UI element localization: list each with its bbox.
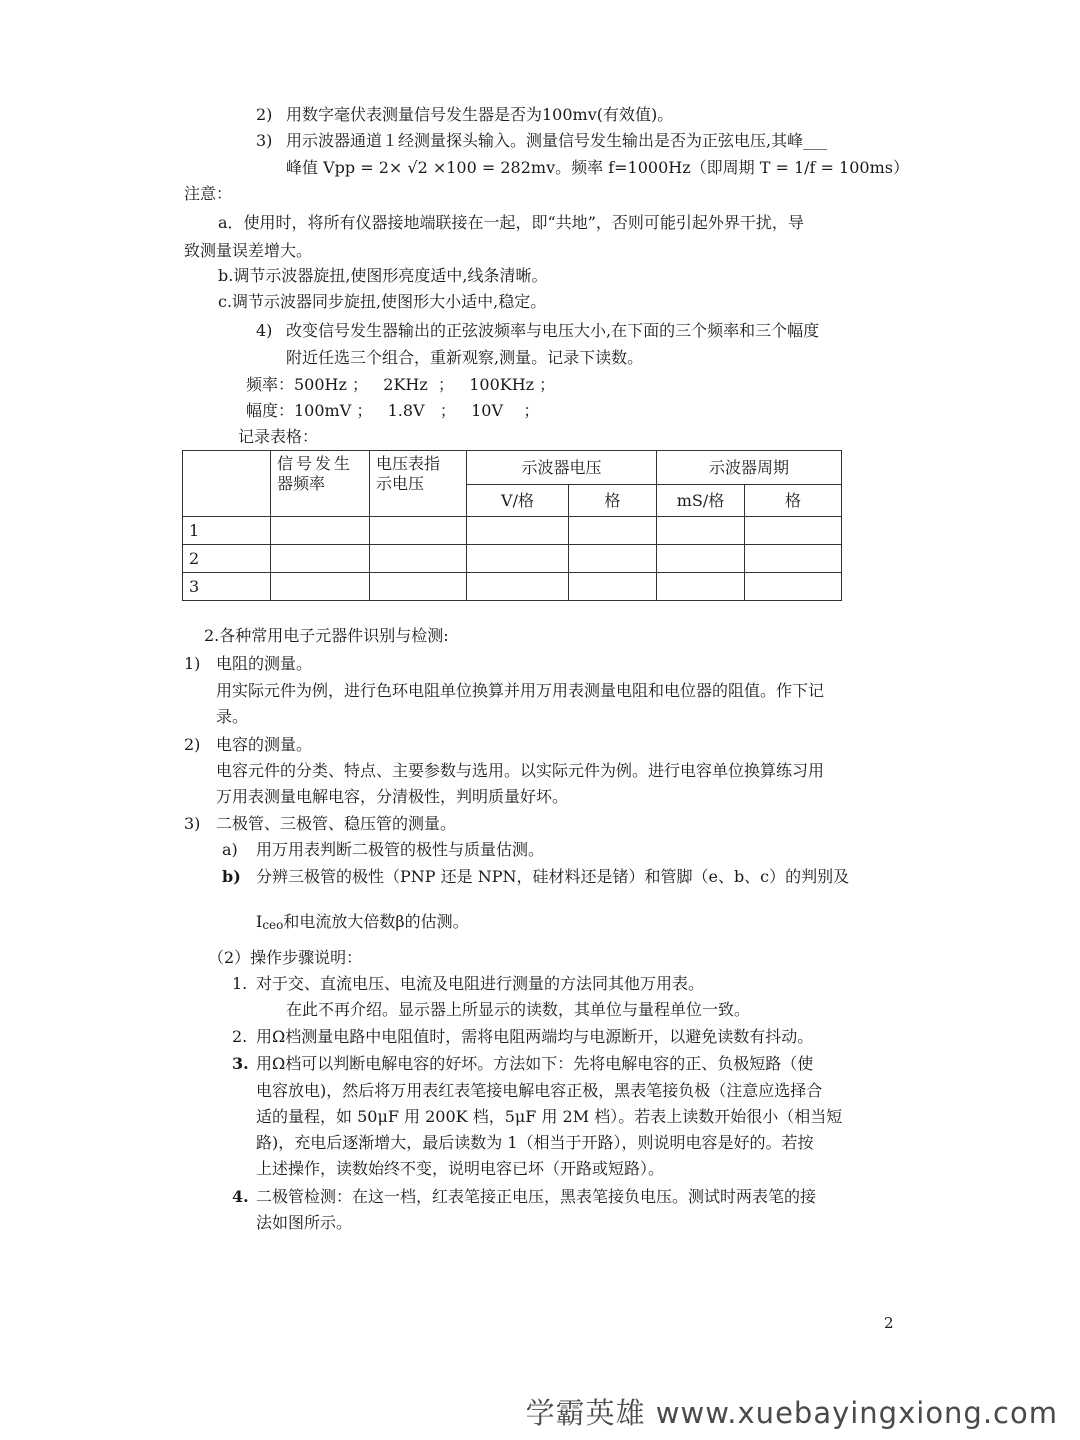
- cell-blank: [467, 517, 569, 545]
- proc-2-line1: 用Ω档测量电路中电阻值时，需将电阻两端均与电源断开，以避免读数有抖动。: [256, 1027, 814, 1046]
- cell-blank: [657, 545, 745, 573]
- header-v-per-div: V/格: [467, 485, 569, 517]
- page-number: 2: [884, 1314, 894, 1332]
- proc-3-line1: 用Ω档可以判断电解电容的好坏。方法如下：先将电解电容的正、负极短路（使: [256, 1054, 814, 1073]
- cell-blank: [370, 573, 467, 601]
- header-generator-frequency-l2: 器频率: [277, 474, 326, 493]
- table-header-blank: [183, 451, 271, 517]
- proc-1-num: 1.: [232, 974, 248, 993]
- header-voltmeter-reading-l2: 示电压: [376, 474, 425, 493]
- notes-title: 注意：: [184, 184, 233, 203]
- step-3-line1: 用示波器通道１经测量探头输入。测量信号发生输出是否为正弦电压,其峰___: [286, 131, 828, 150]
- capacitor-num: 2): [184, 735, 201, 754]
- item-b-num: b): [222, 867, 241, 886]
- item-b-text: 分辨三极管的极性（PNP 还是 NPN，硅材料还是锗）和管脚（e、b、c）的判别及: [256, 867, 850, 886]
- cell-blank: [745, 573, 842, 601]
- note-c: c.调节示波器同步旋扭,使图形大小适中,稳定。: [218, 292, 547, 311]
- table-row: [183, 545, 842, 573]
- iceo-subscript: ceo: [262, 918, 284, 932]
- proc-3-line2: 电容放电)，然后将万用表红表笔接电解电容正极，黑表笔接负极（注意应选择合: [256, 1081, 823, 1100]
- header-div-period: 格: [745, 485, 842, 517]
- procedure-title: （2）操作步骤说明：: [208, 948, 363, 967]
- header-osc-voltage: 示波器电压: [467, 451, 657, 485]
- amplitude-options: 幅度：100mV ； 1.8V ； 10V ；: [246, 401, 540, 420]
- table-row: [183, 517, 842, 545]
- cell-blank: [271, 573, 370, 601]
- step-2-num: 2): [256, 105, 273, 124]
- item-a-text: 用万用表判断二极管的极性与质量估测。: [256, 840, 545, 859]
- proc-4-line2: 法如图所示。: [256, 1213, 353, 1232]
- capacitor-title: 电容的测量。: [216, 735, 313, 754]
- header-voltmeter-reading-l1: 电压表指: [376, 454, 441, 473]
- section-2-title: 2.各种常用电子元器件识别与检测:: [204, 626, 449, 645]
- header-generator-frequency-l1: 信号发生: [277, 454, 354, 473]
- cell-blank: [370, 545, 467, 573]
- header-div-voltage: 格: [569, 485, 657, 517]
- resistor-line1: 用实际元件为例，进行色环电阻单位换算并用万用表测量电阻和电位器的阻值。作下记: [216, 681, 825, 700]
- header-generator-frequency: [271, 451, 370, 517]
- footer-bar: [0, 1380, 1080, 1440]
- resistor-title: 电阻的测量。: [216, 654, 313, 673]
- proc-4-line1: 二极管检测：在这一档，红表笔接正电压，黑表笔接负电压。测试时两表笔的接: [256, 1187, 817, 1206]
- transistor-title: 二极管、三极管、稳压管的测量。: [216, 814, 457, 833]
- step-2-text: 用数字毫伏表测量信号发生器是否为100mv(有效值)。: [286, 105, 674, 124]
- capacitor-line1: 电容元件的分类、特点、主要参数与选用。以实际元件为例。进行电容单位换算练习用: [216, 761, 825, 780]
- resistor-line2: 录。: [216, 707, 249, 726]
- cell-blank: [467, 573, 569, 601]
- proc-3-line3: 适的量程，如 50μF 用 200K 档，5μF 用 2M 档）。若表上读数开始很小（相当短: [256, 1107, 843, 1126]
- row-index: 2: [183, 545, 271, 573]
- cell-blank: [657, 573, 745, 601]
- note-a-line2: 致测量误差增大。: [184, 241, 313, 260]
- cell-blank: [271, 545, 370, 573]
- proc-1-line2: 在此不再介绍。显示器上所显示的读数，其单位与量程单位一致。: [286, 1000, 751, 1019]
- proc-3-num: 3.: [232, 1054, 249, 1073]
- header-ms-per-div: mS/格: [657, 485, 745, 517]
- record-table: [182, 450, 842, 601]
- row-index: 3: [183, 573, 271, 601]
- cell-blank: [569, 517, 657, 545]
- capacitor-line2: 万用表测量电解电容，分清极性，判明质量好坏。: [216, 787, 569, 806]
- note-b: b.调节示波器旋扭,使图形亮度适中,线条清晰。: [218, 266, 548, 285]
- proc-2-num: 2.: [232, 1027, 248, 1046]
- transistor-num: 3): [184, 814, 201, 833]
- header-voltmeter-reading: [370, 451, 467, 517]
- cell-blank: [271, 517, 370, 545]
- cell-blank: [657, 517, 745, 545]
- site-watermark[interactable]: 学霸英雄 www.xuebayingxiong.com: [525, 1396, 1058, 1430]
- step-3-num: 3): [256, 131, 273, 150]
- cell-blank: [467, 545, 569, 573]
- step-3-line2: 峰值 Vpp = 2× √2 ×100 = 282mv。频率 f=1000Hz（即周期 T = 1/f = 100ms）: [286, 158, 909, 177]
- proc-3-line5: 上述操作，读数始终不变，说明电容已坏（开路或短路）。: [256, 1159, 665, 1178]
- frequency-options: 频率：500Hz ； 2KHz ； 100KHz ；: [246, 375, 556, 394]
- row-index: 1: [183, 517, 271, 545]
- note-a-line1: a．使用时，将所有仪器接地端联接在一起，即“共地”，否则可能引起外界干扰，导: [218, 213, 804, 232]
- iceo-i: I: [256, 912, 263, 931]
- iceo-rest: 和电流放大倍数β的估测。: [283, 912, 469, 931]
- proc-3-line4: 路)，充电后逐渐增大，最后读数为 1（相当于开路），则说明电容是好的。若按: [256, 1133, 814, 1152]
- cell-blank: [745, 517, 842, 545]
- proc-1-line1: 对于交、直流电压、电流及电阻进行测量的方法同其他万用表。: [256, 974, 705, 993]
- header-osc-period: 示波器周期: [657, 451, 842, 485]
- table-label: 记录表格：: [238, 427, 319, 446]
- cell-blank: [370, 517, 467, 545]
- cell-blank: [569, 545, 657, 573]
- resistor-num: 1): [184, 654, 201, 673]
- cell-blank: [745, 545, 842, 573]
- cell-blank: [569, 573, 657, 601]
- step-4-line1: 改变信号发生器输出的正弦波频率与电压大小,在下面的三个频率和三个幅度: [286, 321, 820, 340]
- item-a-num: a): [222, 840, 238, 859]
- proc-4-num: 4.: [232, 1187, 249, 1206]
- step-4-num: 4): [256, 321, 273, 340]
- step-4-line2: 附近任选三个组合，重新观察,测量。记录下读数。: [286, 348, 644, 367]
- table-row: [183, 573, 842, 601]
- iceo-line: [256, 911, 469, 936]
